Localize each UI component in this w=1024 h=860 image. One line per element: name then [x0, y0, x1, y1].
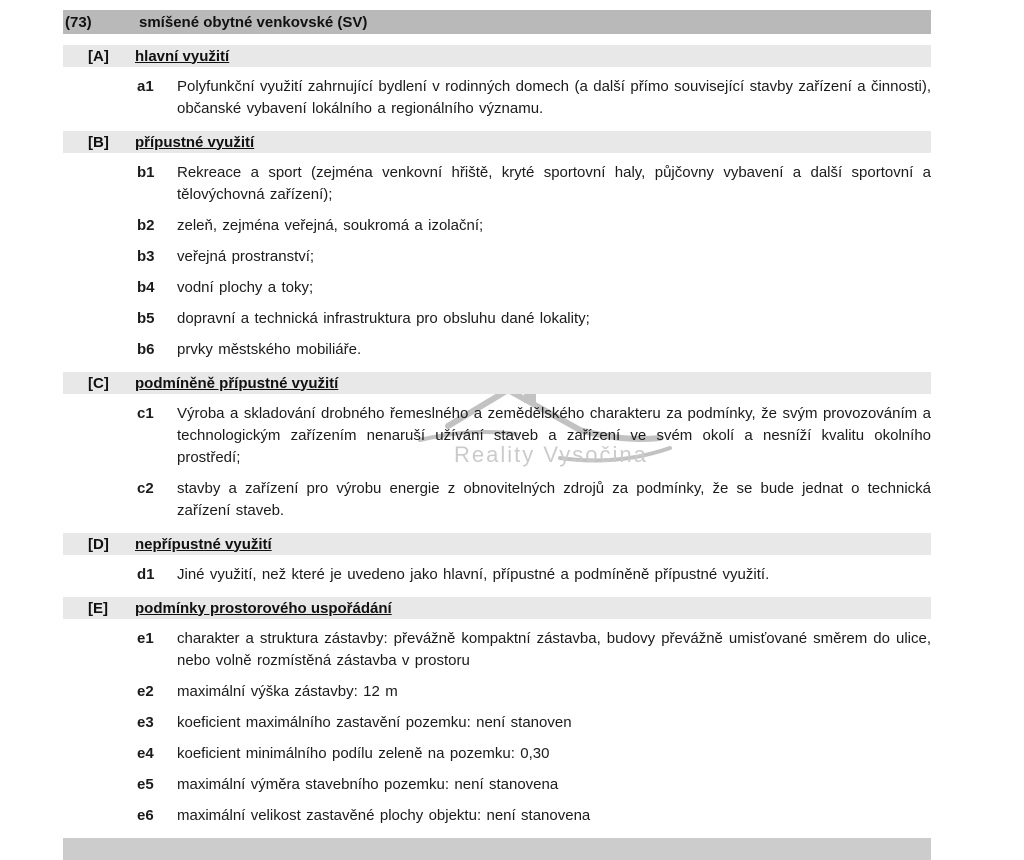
- item-text: dopravní a technická infrastruktura pro obsluhu dané lokality;: [177, 310, 590, 327]
- section-band-b: [63, 131, 931, 153]
- item-label: b5: [137, 310, 155, 327]
- item-label: e5: [137, 776, 154, 793]
- list-item-b4: [63, 277, 931, 299]
- item-text: Jiné využití, než které je uvedeno jako hlavní, přípustné a podmíněně přípustné využití.: [177, 566, 770, 583]
- item-text: veřejná prostranství;: [177, 248, 315, 265]
- item-label: b4: [137, 279, 155, 296]
- section-band-a: [63, 45, 931, 67]
- list-item-b2: [63, 215, 931, 237]
- page-title: smíšené obytné venkovské (SV): [139, 13, 368, 31]
- item-text: koeficient maximálního zastavění pozemku: není stanoven: [177, 714, 572, 731]
- item-text: koeficient minimálního podílu zeleně na pozemku: 0,30: [177, 745, 550, 762]
- section-heading: hlavní využití: [135, 47, 230, 65]
- list-item-d1: [63, 564, 931, 586]
- section-heading: přípustné využití: [135, 133, 255, 151]
- list-item-e3: [63, 712, 931, 734]
- item-label: e1: [137, 630, 154, 647]
- item-text: Rekreace a sport (zejména venkovní hřiště, kryté sportovní haly, půjčovny vybavení a další sportovní a tělovýchovná zařízení);: [177, 164, 931, 203]
- list-item-c1: [63, 403, 931, 469]
- item-label: d1: [137, 566, 155, 583]
- item-text: vodní plochy a toky;: [177, 279, 314, 296]
- list-item-e6: [63, 805, 931, 827]
- list-item-a1: [63, 76, 931, 120]
- item-label: b2: [137, 217, 155, 234]
- plot-header-band: [63, 10, 931, 34]
- item-label: e2: [137, 683, 154, 700]
- section-heading: podmínky prostorového uspořádání: [135, 599, 392, 617]
- list-item-b5: [63, 308, 931, 330]
- item-text: maximální výměra stavebního pozemku: není stanovena: [177, 776, 559, 793]
- section-band-c: [63, 372, 931, 394]
- section-key: [E]: [88, 599, 108, 617]
- item-label: b3: [137, 248, 155, 265]
- zoning-document-page: [63, 10, 931, 860]
- list-item-c2: [63, 478, 931, 522]
- section-heading: podmíněně přípustné využití: [135, 374, 339, 392]
- item-text: zeleň, zejména veřejná, soukromá a izolační;: [177, 217, 484, 234]
- section-key: [A]: [88, 47, 109, 65]
- item-text: prvky městského mobiliáře.: [177, 341, 362, 358]
- item-text: Výroba a skladování drobného řemeslného a zemědělského charakteru za podmínky, že svým provozováním a technologickým zařízením nenaruší užívání staveb a zařízení ve svém okolí a nesníží kvalitu okolního prostředí;: [177, 405, 931, 466]
- item-text: maximální výška zástavby: 12 m: [177, 683, 398, 700]
- item-text: stavby a zařízení pro výrobu energie z obnovitelných zdrojů za podmínky, že se bude jednat o technická zařízení staveb.: [177, 480, 931, 519]
- list-item-e2: [63, 681, 931, 703]
- list-item-b1: [63, 162, 931, 206]
- paragraph-number: (73): [65, 13, 92, 31]
- item-text: maximální velikost zastavěné plochy objektu: není stanovena: [177, 807, 591, 824]
- item-label: c1: [137, 405, 154, 422]
- section-key: [C]: [88, 374, 109, 392]
- watermark-text: Reality Vysočina: [454, 442, 648, 467]
- item-text: Polyfunkční využití zahrnující bydlení v rodinných domech (a další přímo související stavby zařízení a činnosti), občanské vybavení lokálního a regionálního významu.: [177, 78, 931, 117]
- item-text: charakter a struktura zástavby: převážně kompaktní zástavba, budovy převážně umisťované směrem do ulice, nebo volně rozmístěná zástavba v prostoru: [177, 630, 931, 669]
- section-heading: nepřípustné využití: [135, 535, 272, 553]
- item-label: a1: [137, 78, 154, 95]
- section-band-d: [63, 533, 931, 555]
- item-label: c2: [137, 480, 154, 497]
- section-band-e: [63, 597, 931, 619]
- list-item-e4: [63, 743, 931, 765]
- section-key: [B]: [88, 133, 109, 151]
- list-item-b3: [63, 246, 931, 268]
- section-key: [D]: [88, 535, 109, 553]
- next-section-band: [63, 838, 931, 860]
- list-item-b6: [63, 339, 931, 361]
- item-label: b6: [137, 341, 155, 358]
- item-label: e6: [137, 807, 154, 824]
- list-item-e1: [63, 628, 931, 672]
- item-label: b1: [137, 164, 155, 181]
- list-item-e5: [63, 774, 931, 796]
- item-label: e3: [137, 714, 154, 731]
- item-label: e4: [137, 745, 154, 762]
